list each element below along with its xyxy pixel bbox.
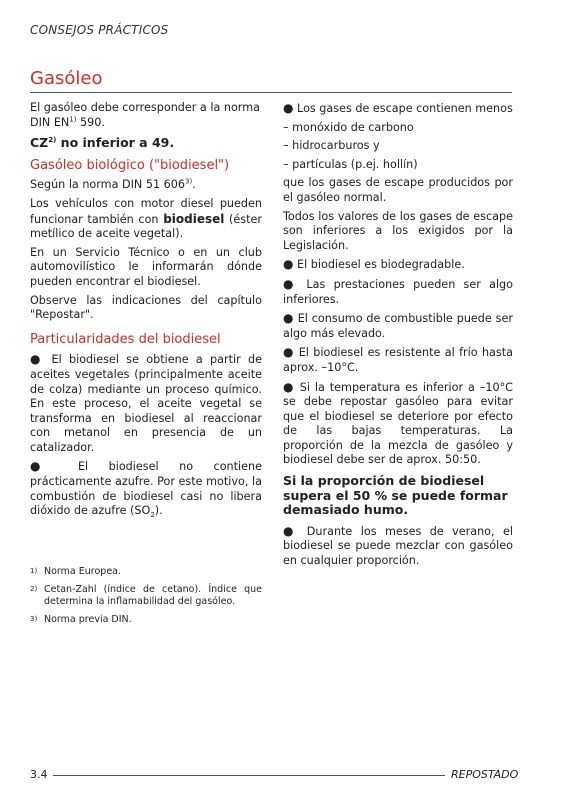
bullet-item	[283, 257, 513, 273]
bullet-icon: ●	[283, 257, 294, 272]
subheading-particularidades: Particularidades del biodiesel	[30, 331, 221, 347]
footnote-ref-3: 3)	[184, 177, 193, 186]
bullet-icon: ●	[283, 311, 294, 326]
bullet-icon: ●	[283, 101, 294, 115]
footnote-item	[30, 566, 262, 578]
left-column	[30, 101, 262, 523]
intro-text-end: 590.	[76, 115, 105, 129]
bullet-icon: ●	[30, 459, 58, 474]
bullet-text: Las prestaciones pueden ser algo inferiores.	[283, 277, 513, 306]
bullet-text: Durante los meses de verano, el biodiesel se puede mezclar con gasóleo en cualquier proporción.	[283, 524, 513, 568]
warning-strong-paragraph: Si la proporción de biodiesel supera el 50 % se puede formar demasiado humo.	[283, 473, 508, 518]
bullet-text: El biodiesel se obtiene a partir de aceites vegetales (principalmente aceite de colza) mediante un proceso químico. En este proceso, el aceite vegetal se transforma en biodiesel al reaccionar con metanol en presencia de un catalizador.	[30, 353, 262, 454]
bullet-text: El biodiesel es biodegradable.	[293, 258, 465, 272]
vehiculos-paragraph	[30, 197, 262, 242]
norma-text: Según la norma DIN 51 606	[30, 178, 185, 192]
page-number: 3.4	[30, 768, 48, 781]
bullet-item	[283, 524, 513, 569]
dash-item: – partículas (p.ej. hollín)	[283, 157, 418, 171]
bullet-text: Los gases de escape contienen menos	[293, 102, 513, 115]
title-rule	[30, 92, 512, 93]
footnote-ref-2: 2)	[48, 136, 57, 145]
bullet-icon: ●	[30, 352, 45, 367]
intro-text: El gasóleo debe corresponder a la norma DIN EN	[30, 101, 260, 129]
observe-paragraph: Observe las indicaciones del capítulo "Repostar".	[30, 293, 262, 322]
subheading-biodiesel: Gasóleo biológico ("biodiesel")	[30, 157, 230, 173]
biodiesel-bold: biodiesel	[163, 211, 225, 226]
bullet-item	[283, 311, 513, 341]
footnote-text: Norma previa DIN.	[44, 614, 132, 625]
bullet-item	[283, 380, 513, 469]
bullet-icon: ●	[283, 276, 299, 291]
bullet-text: El biodiesel es resistente al frío hasta aprox. –10°C.	[283, 346, 513, 374]
cz-paragraph	[30, 136, 262, 151]
right-column	[283, 101, 513, 573]
bullet-text: El biodiesel no contiene prácticamente azufre. Por este motivo, la combustión de biodiesel casi no libera dióxido de azufre (SO	[30, 460, 262, 518]
bullet-icon: ●	[283, 523, 299, 538]
vehiculos-text: Los vehículos con motor diesel pueden funcionar también con	[30, 196, 262, 226]
dash-item: – hidrocarburos y	[283, 139, 380, 153]
cz-text: CZ	[30, 135, 49, 151]
bullet-icon: ●	[283, 345, 295, 360]
footnote-mark: 2)	[30, 585, 38, 593]
page-title: Gasóleo	[30, 68, 103, 89]
dash-item: – monóxido de carbono	[283, 120, 414, 134]
bullet-icon: ●	[283, 379, 295, 394]
servicio-paragraph: En un Servicio Técnico o en un club automovilístico le informarán dónde pueden encontrar el biodiesel.	[30, 245, 262, 288]
footnote-ref-1: 1)	[69, 114, 77, 123]
footnote-mark: 3)	[30, 615, 38, 623]
bullet-text: Si la temperatura es inferior a –10°C se debe repostar gasóleo para evitar que el biodiesel se deteriore por efecto de las bajas temperaturas. La proporción de la mezcla de gasóleo y biodiesel debe ser de aprox. 50:50.	[283, 380, 513, 467]
norma-text-end: .	[192, 178, 196, 192]
bullet-item	[283, 345, 513, 375]
vehiculos-text-end: (éster metílico de aceite vegetal).	[30, 212, 262, 241]
bullet-item	[283, 277, 513, 307]
footnote-item	[30, 614, 262, 626]
bullet-item	[30, 459, 262, 518]
bullet-item	[30, 352, 262, 455]
footnote-mark: 1)	[30, 567, 38, 575]
norma-paragraph	[30, 178, 262, 193]
footnote-text: Norma Europea.	[44, 566, 122, 577]
cz-text-end: no inferior a 49.	[56, 135, 175, 151]
subscript: 2	[150, 511, 155, 520]
intro-paragraph	[30, 101, 262, 130]
paragraph: que los gases de escape producidos por el gasóleo normal.	[283, 176, 513, 204]
paragraph: Todos los valores de los gases de escape son inferiores a los exigidos por la Legislación.	[283, 209, 513, 252]
footer-rule	[53, 775, 445, 776]
running-header: CONSEJOS PRÁCTICOS	[30, 23, 169, 37]
footnote-item	[30, 584, 262, 608]
bullet-text: El consumo de combustible puede ser algo más elevado.	[283, 312, 513, 340]
footer-section-label: REPOSTADO	[451, 768, 519, 781]
footnote-text: Cetan-Zahl (índice de cetano). Índice que determina la inflamabilidad del gasóleo.	[44, 584, 262, 607]
bullet-text-end: ).	[154, 504, 163, 518]
bullet-item	[283, 101, 513, 117]
footnotes	[30, 566, 262, 632]
